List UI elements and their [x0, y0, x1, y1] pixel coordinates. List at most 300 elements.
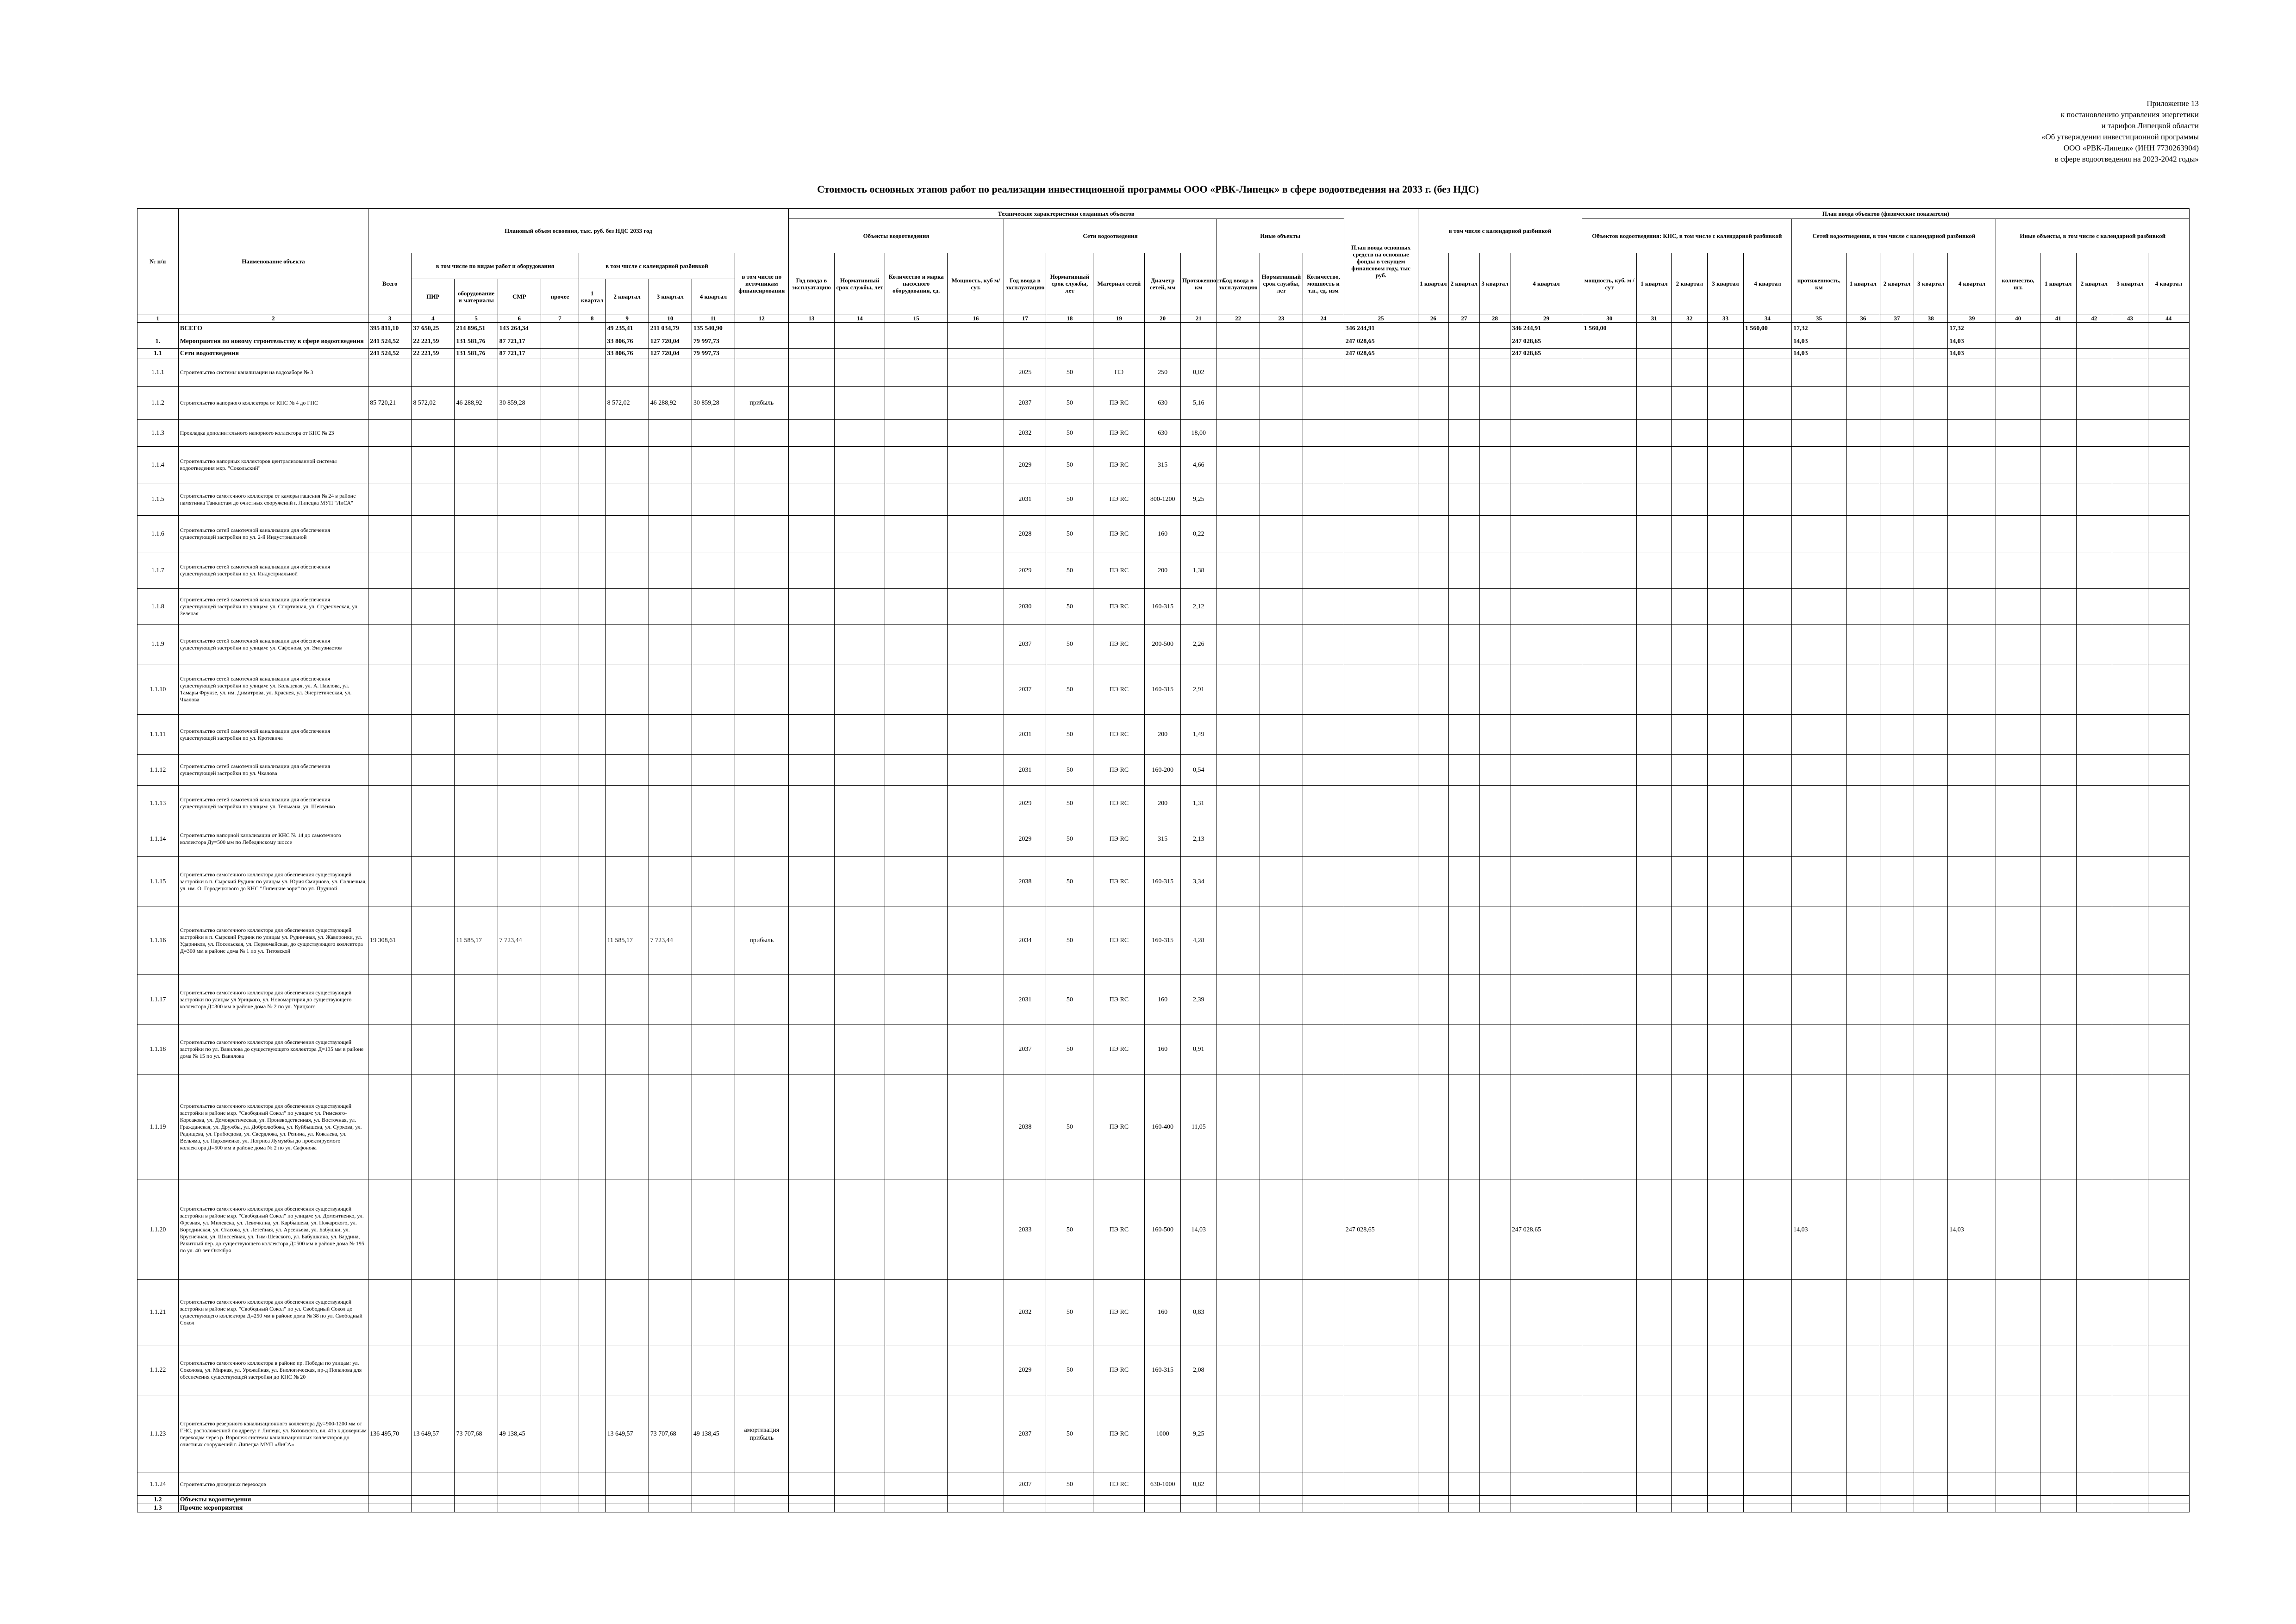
cell-col-9 — [605, 786, 649, 821]
cell-col-34 — [1743, 625, 1791, 664]
cell-col-27 — [1449, 755, 1480, 786]
cell-col-44 — [2148, 755, 2189, 786]
cell-col-31 — [1637, 625, 1672, 664]
cell-col-12 — [735, 1280, 788, 1345]
cell-col-19: ПЭ RC — [1093, 1345, 1145, 1395]
cell-col-40 — [1996, 1345, 2040, 1395]
cell-col-4 — [412, 1504, 455, 1512]
cell-col-12 — [735, 358, 788, 387]
cell-col-30 — [1582, 625, 1637, 664]
cell-col-20: 160-315 — [1145, 1345, 1181, 1395]
cell-col-28 — [1479, 447, 1510, 483]
cell-col-9: 33 806,76 — [605, 349, 649, 358]
cell-col-8 — [579, 516, 605, 552]
cell-col-33 — [1708, 1496, 1744, 1504]
object-name: Строительство самотечного коллектора для обеспечения существующей застройки по ул. Вавилова до существующего коллектора Д=135 мм в районе дома № 15 по ул. Вавилова — [178, 1024, 368, 1074]
cell-col-39 — [1948, 589, 1996, 625]
cell-col-27 — [1449, 323, 1480, 334]
cell-col-42 — [2076, 420, 2112, 447]
cell-col-43 — [2112, 358, 2148, 387]
cell-col-36 — [1846, 1473, 1880, 1496]
cell-col-26 — [1418, 323, 1449, 334]
cell-col-22 — [1217, 447, 1260, 483]
table-row — [137, 625, 2190, 664]
cell-col-37 — [1880, 1504, 1914, 1512]
cell-col-42 — [2076, 975, 2112, 1024]
cell-col-14 — [835, 447, 885, 483]
cell-col-21: 2,39 — [1180, 975, 1217, 1024]
cell-col-10 — [649, 715, 692, 755]
cell-col-5 — [455, 1504, 498, 1512]
cell-col-38 — [1914, 1074, 1948, 1180]
investment-table — [137, 208, 2190, 1512]
cell-col-10: 127 720,04 — [649, 349, 692, 358]
cell-col-11 — [692, 358, 735, 387]
cell-col-4 — [412, 516, 455, 552]
cell-col-41 — [2040, 1180, 2076, 1280]
cell-col-25 — [1344, 552, 1418, 589]
cell-col-11 — [692, 786, 735, 821]
cell-col-28 — [1479, 1504, 1510, 1512]
cell-col-10: 7 723,44 — [649, 906, 692, 975]
cell-col-12 — [735, 589, 788, 625]
cell-col-35 — [1792, 975, 1847, 1024]
cell-col-13 — [788, 420, 835, 447]
header-tech: Технические характеристики созданных объектов — [788, 209, 1344, 219]
row-number: 1.1 — [137, 349, 179, 358]
cell-col-18: 50 — [1046, 516, 1093, 552]
cell-col-39 — [1948, 420, 1996, 447]
cell-col-37 — [1880, 552, 1914, 589]
cell-col-36 — [1846, 857, 1880, 906]
cell-col-4 — [412, 1280, 455, 1345]
cell-col-26 — [1418, 906, 1449, 975]
cell-col-25 — [1344, 589, 1418, 625]
cell-col-37 — [1880, 664, 1914, 715]
header-other-objects: Иные объекты — [1217, 219, 1344, 253]
cell-col-42 — [2076, 1180, 2112, 1280]
cell-col-32 — [1672, 715, 1708, 755]
header-oo-life: Нормативный срок службы, лет — [1260, 253, 1303, 314]
cell-col-19: ПЭ RC — [1093, 1074, 1145, 1180]
cell-col-14 — [835, 1395, 885, 1473]
header-by-quarter: в том числе с календарной разбивкой — [579, 253, 735, 279]
cell-col-4 — [412, 857, 455, 906]
cell-col-10: 127 720,04 — [649, 334, 692, 349]
cell-col-28 — [1479, 1024, 1510, 1074]
cell-col-22 — [1217, 420, 1260, 447]
cell-col-23 — [1260, 625, 1303, 664]
cell-col-7 — [541, 483, 579, 516]
cell-col-41 — [2040, 755, 2076, 786]
cell-col-37 — [1880, 906, 1914, 975]
cell-col-12 — [735, 1345, 788, 1395]
cell-col-43 — [2112, 1473, 2148, 1496]
cell-col-22 — [1217, 1024, 1260, 1074]
cell-col-7 — [541, 1024, 579, 1074]
object-name: Строительство сетей самотечной канализации для обеспечения существующей застройки по ул. Индустриальной — [178, 552, 368, 589]
cell-col-11 — [692, 1345, 735, 1395]
cell-col-19: ПЭ RC — [1093, 387, 1145, 420]
header-by-type: в том числе по видам работ и оборудования — [412, 253, 579, 279]
cell-col-43 — [2112, 1395, 2148, 1473]
cell-col-29 — [1510, 625, 1582, 664]
object-name: Строительство сетей самотечной канализации для обеспечения существующей застройки по ул. Чкалова — [178, 755, 368, 786]
cell-col-41 — [2040, 821, 2076, 857]
cell-col-30 — [1582, 715, 1637, 755]
row-number: 1.1.13 — [137, 786, 179, 821]
header-oo-q1: 1 квартал — [2040, 253, 2076, 314]
cell-col-18: 50 — [1046, 755, 1093, 786]
cell-col-22 — [1217, 906, 1260, 975]
cell-col-32 — [1672, 589, 1708, 625]
cell-col-34 — [1743, 1395, 1791, 1473]
cell-col-6 — [498, 447, 541, 483]
cell-col-6 — [498, 975, 541, 1024]
cell-col-21: 2,12 — [1180, 589, 1217, 625]
cell-col-41 — [2040, 1504, 2076, 1512]
cell-col-35 — [1792, 625, 1847, 664]
cell-col-11 — [692, 1180, 735, 1280]
cell-col-7 — [541, 715, 579, 755]
object-name: Строительство напорных коллекторов централизованной системы водоотведения мкр. "Сокольский" — [178, 447, 368, 483]
cell-col-43 — [2112, 786, 2148, 821]
cell-col-13 — [788, 552, 835, 589]
cell-col-36 — [1846, 1024, 1880, 1074]
cell-col-29: 247 028,65 — [1510, 349, 1582, 358]
header-wo-power: Мощность, куб м/ сут. — [948, 253, 1004, 314]
column-number: 38 — [1914, 314, 1948, 323]
cell-col-9 — [605, 975, 649, 1024]
cell-col-24 — [1303, 755, 1344, 786]
cell-col-33 — [1708, 715, 1744, 755]
cell-col-33 — [1708, 1473, 1744, 1496]
cell-col-15 — [885, 447, 948, 483]
cell-col-31 — [1637, 1074, 1672, 1180]
cell-col-14 — [835, 552, 885, 589]
cell-col-38 — [1914, 483, 1948, 516]
cell-col-41 — [2040, 516, 2076, 552]
cell-col-5: 73 707,68 — [455, 1395, 498, 1473]
cell-col-35 — [1792, 589, 1847, 625]
cell-col-25 — [1344, 975, 1418, 1024]
cell-col-32 — [1672, 821, 1708, 857]
row-number: 1.1.9 — [137, 625, 179, 664]
table-row — [137, 755, 2190, 786]
cell-col-17: 2029 — [1004, 552, 1046, 589]
cell-col-24 — [1303, 334, 1344, 349]
cell-col-14 — [835, 755, 885, 786]
object-name: Строительство самотечного коллектора для обеспечения существующей застройки в районе мкр. "Свободный Сокол" по улицам: ул. Доментиенко, ул. Фрезная, ул. Милевска, ул. Левочкина, ул. Карбышева, ул. Пожарского, ул. Бородинская, ул. Стасова, ул. Летейная, ул. Арсеньева, ул. Бабушки, ул. Бруснечная, ул. Шоссейная, ул. Тим-Шевского, ул. Бабушкина, ул. Бардина, Ракитный пер. до существующего коллектора Д=500 мм в районе дома № 195 по ул. 40 лет Октября — [178, 1180, 368, 1280]
column-number: 31 — [1637, 314, 1672, 323]
cell-col-38 — [1914, 334, 1948, 349]
cell-col-37 — [1880, 516, 1914, 552]
cell-col-21: 5,16 — [1180, 387, 1217, 420]
cell-col-28 — [1479, 664, 1510, 715]
cell-col-27 — [1449, 589, 1480, 625]
cell-col-14 — [835, 323, 885, 334]
cell-col-6 — [498, 516, 541, 552]
cell-col-6 — [498, 1024, 541, 1074]
cell-col-27 — [1449, 358, 1480, 387]
cell-col-34 — [1743, 786, 1791, 821]
cell-col-24 — [1303, 625, 1344, 664]
cell-col-36 — [1846, 715, 1880, 755]
cell-col-10 — [649, 1280, 692, 1345]
cell-col-5 — [455, 625, 498, 664]
cell-col-39 — [1948, 975, 1996, 1024]
cell-col-15 — [885, 1280, 948, 1345]
cell-col-4 — [412, 786, 455, 821]
cell-col-8 — [579, 420, 605, 447]
cell-col-44 — [2148, 786, 2189, 821]
cell-col-34 — [1743, 1345, 1791, 1395]
cell-col-4 — [412, 715, 455, 755]
cell-col-9 — [605, 420, 649, 447]
cell-col-15 — [885, 1074, 948, 1180]
cell-col-16 — [948, 1074, 1004, 1180]
cell-col-30 — [1582, 420, 1637, 447]
cell-col-36 — [1846, 625, 1880, 664]
cell-col-17 — [1004, 349, 1046, 358]
cell-col-23 — [1260, 1074, 1303, 1180]
object-name: Строительство сетей самотечной канализации для обеспечения существующей застройки по улицам: ул. Тельмана, ул. Шевченко — [178, 786, 368, 821]
cell-col-20: 200 — [1145, 786, 1181, 821]
cell-col-23 — [1260, 1496, 1303, 1504]
cell-col-38 — [1914, 857, 1948, 906]
cell-col-8 — [579, 1395, 605, 1473]
cell-col-30 — [1582, 664, 1637, 715]
cell-col-4 — [412, 552, 455, 589]
cell-col-11: 49 138,45 — [692, 1395, 735, 1473]
cell-col-5 — [455, 857, 498, 906]
cell-col-40 — [1996, 552, 2040, 589]
cell-col-11 — [692, 857, 735, 906]
cell-col-30 — [1582, 1496, 1637, 1504]
cell-col-33 — [1708, 552, 1744, 589]
cell-col-21: 4,66 — [1180, 447, 1217, 483]
cell-col-5 — [455, 786, 498, 821]
cell-col-18: 50 — [1046, 786, 1093, 821]
cell-col-28 — [1479, 349, 1510, 358]
cell-col-11: 79 997,73 — [692, 349, 735, 358]
cell-col-29 — [1510, 1496, 1582, 1504]
cell-col-32 — [1672, 334, 1708, 349]
cell-col-8 — [579, 387, 605, 420]
cell-col-39: 14,03 — [1948, 349, 1996, 358]
cell-col-34 — [1743, 975, 1791, 1024]
cell-col-13 — [788, 447, 835, 483]
cell-col-32 — [1672, 447, 1708, 483]
cell-col-31 — [1637, 349, 1672, 358]
cell-col-21: 2,91 — [1180, 664, 1217, 715]
cell-col-28 — [1479, 1074, 1510, 1180]
cell-col-4 — [412, 821, 455, 857]
cell-col-30 — [1582, 1345, 1637, 1395]
cell-col-40 — [1996, 715, 2040, 755]
cell-col-28 — [1479, 552, 1510, 589]
cell-col-31 — [1637, 483, 1672, 516]
cell-col-37 — [1880, 975, 1914, 1024]
cell-col-43 — [2112, 1504, 2148, 1512]
cell-col-41 — [2040, 334, 2076, 349]
cell-col-38 — [1914, 589, 1948, 625]
cell-col-39 — [1948, 516, 1996, 552]
cell-col-42 — [2076, 1496, 2112, 1504]
cell-col-35 — [1792, 1024, 1847, 1074]
cell-col-18 — [1046, 323, 1093, 334]
cell-col-33 — [1708, 625, 1744, 664]
cell-col-21: 3,34 — [1180, 857, 1217, 906]
cell-col-24 — [1303, 1024, 1344, 1074]
cell-col-19: ПЭ RC — [1093, 447, 1145, 483]
cell-col-42 — [2076, 358, 2112, 387]
cell-col-31 — [1637, 552, 1672, 589]
cell-col-15 — [885, 786, 948, 821]
table-row — [137, 552, 2190, 589]
cell-col-15 — [885, 1496, 948, 1504]
cell-col-27 — [1449, 625, 1480, 664]
cell-col-35 — [1792, 1395, 1847, 1473]
cell-col-23 — [1260, 483, 1303, 516]
cell-col-18: 50 — [1046, 589, 1093, 625]
cell-col-35 — [1792, 420, 1847, 447]
cell-col-43 — [2112, 755, 2148, 786]
cell-col-34 — [1743, 552, 1791, 589]
cell-col-35 — [1792, 906, 1847, 975]
cell-col-11 — [692, 552, 735, 589]
cell-col-11 — [692, 483, 735, 516]
cell-col-19 — [1093, 323, 1145, 334]
cell-col-23 — [1260, 1345, 1303, 1395]
cell-col-40 — [1996, 625, 2040, 664]
cell-col-3 — [368, 1024, 412, 1074]
cell-col-11 — [692, 1473, 735, 1496]
column-number: 17 — [1004, 314, 1046, 323]
object-name: Строительство самотечного коллектора от камеры гашения № 24 в районе памятника Танкистам до очистных сооружений г. Липецка МУП "ЛиСА" — [178, 483, 368, 516]
cell-col-32 — [1672, 552, 1708, 589]
cell-col-40 — [1996, 664, 2040, 715]
cell-col-16 — [948, 349, 1004, 358]
column-number: 28 — [1479, 314, 1510, 323]
cell-col-35 — [1792, 483, 1847, 516]
cell-col-39 — [1948, 387, 1996, 420]
cell-col-24 — [1303, 358, 1344, 387]
cell-col-3 — [368, 589, 412, 625]
cell-col-18: 50 — [1046, 715, 1093, 755]
cell-col-3: 241 524,52 — [368, 349, 412, 358]
cell-col-10 — [649, 358, 692, 387]
cell-col-4: 22 221,59 — [412, 334, 455, 349]
cell-col-12 — [735, 857, 788, 906]
cell-col-27 — [1449, 1473, 1480, 1496]
cell-col-7 — [541, 821, 579, 857]
cell-col-26 — [1418, 1180, 1449, 1280]
header-wo-year: Год ввода в эксплуатацию — [788, 253, 835, 314]
cell-col-33 — [1708, 786, 1744, 821]
cell-col-5 — [455, 975, 498, 1024]
cell-col-32 — [1672, 1395, 1708, 1473]
cell-col-25 — [1344, 420, 1418, 447]
cell-col-31 — [1637, 1345, 1672, 1395]
cell-col-14 — [835, 1074, 885, 1180]
table-row — [137, 1180, 2190, 1280]
cell-col-34 — [1743, 1074, 1791, 1180]
cell-col-4: 37 650,25 — [412, 323, 455, 334]
cell-col-26 — [1418, 358, 1449, 387]
cell-col-4 — [412, 447, 455, 483]
cell-col-8 — [579, 323, 605, 334]
cell-col-24 — [1303, 1496, 1344, 1504]
cell-col-29 — [1510, 821, 1582, 857]
cell-col-44 — [2148, 387, 2189, 420]
row-number: 1.1.14 — [137, 821, 179, 857]
cell-col-38 — [1914, 1473, 1948, 1496]
cell-col-11 — [692, 664, 735, 715]
cell-col-42 — [2076, 664, 2112, 715]
cell-col-29 — [1510, 516, 1582, 552]
cell-col-34 — [1743, 755, 1791, 786]
cell-col-31 — [1637, 786, 1672, 821]
cell-col-38 — [1914, 906, 1948, 975]
cell-col-39 — [1948, 821, 1996, 857]
row-number: 1.1.2 — [137, 387, 179, 420]
cell-col-36 — [1846, 906, 1880, 975]
cell-col-16 — [948, 821, 1004, 857]
cell-col-5 — [455, 715, 498, 755]
header-nw-length: Протяженность, км — [1180, 253, 1217, 314]
row-number: 1.1.7 — [137, 552, 179, 589]
cell-col-3 — [368, 821, 412, 857]
cell-col-38 — [1914, 349, 1948, 358]
cell-col-33 — [1708, 447, 1744, 483]
cell-col-13 — [788, 664, 835, 715]
cell-col-13 — [788, 857, 835, 906]
cell-col-20: 315 — [1145, 821, 1181, 857]
cell-col-8 — [579, 786, 605, 821]
cell-col-17: 2031 — [1004, 483, 1046, 516]
cell-col-17: 2037 — [1004, 664, 1046, 715]
cell-col-31 — [1637, 975, 1672, 1024]
column-number: 44 — [2148, 314, 2189, 323]
cell-col-10 — [649, 447, 692, 483]
cell-col-41 — [2040, 387, 2076, 420]
cell-col-37 — [1880, 1024, 1914, 1074]
cell-col-44 — [2148, 358, 2189, 387]
cell-col-42 — [2076, 516, 2112, 552]
cell-col-10 — [649, 786, 692, 821]
cell-col-32 — [1672, 786, 1708, 821]
cell-col-16 — [948, 906, 1004, 975]
cell-col-37 — [1880, 715, 1914, 755]
cell-col-12 — [735, 715, 788, 755]
cell-col-43 — [2112, 552, 2148, 589]
cell-col-9 — [605, 1024, 649, 1074]
cell-col-21: 0,83 — [1180, 1280, 1217, 1345]
cell-col-20: 160 — [1145, 975, 1181, 1024]
document-title: Стоимость основных этапов работ по реализации инвестиционной программы ООО «РВК-Липецк» в сфере водоотведения на 2033 г. (без НДС) — [817, 183, 1479, 195]
cell-col-16 — [948, 625, 1004, 664]
cell-col-11 — [692, 516, 735, 552]
cell-col-12: прибыль — [735, 906, 788, 975]
cell-col-21: 1,49 — [1180, 715, 1217, 755]
column-number: 11 — [692, 314, 735, 323]
cell-col-25 — [1344, 786, 1418, 821]
cell-col-9 — [605, 1504, 649, 1512]
cell-col-19: ПЭ RC — [1093, 715, 1145, 755]
cell-col-37 — [1880, 625, 1914, 664]
cell-col-34 — [1743, 420, 1791, 447]
